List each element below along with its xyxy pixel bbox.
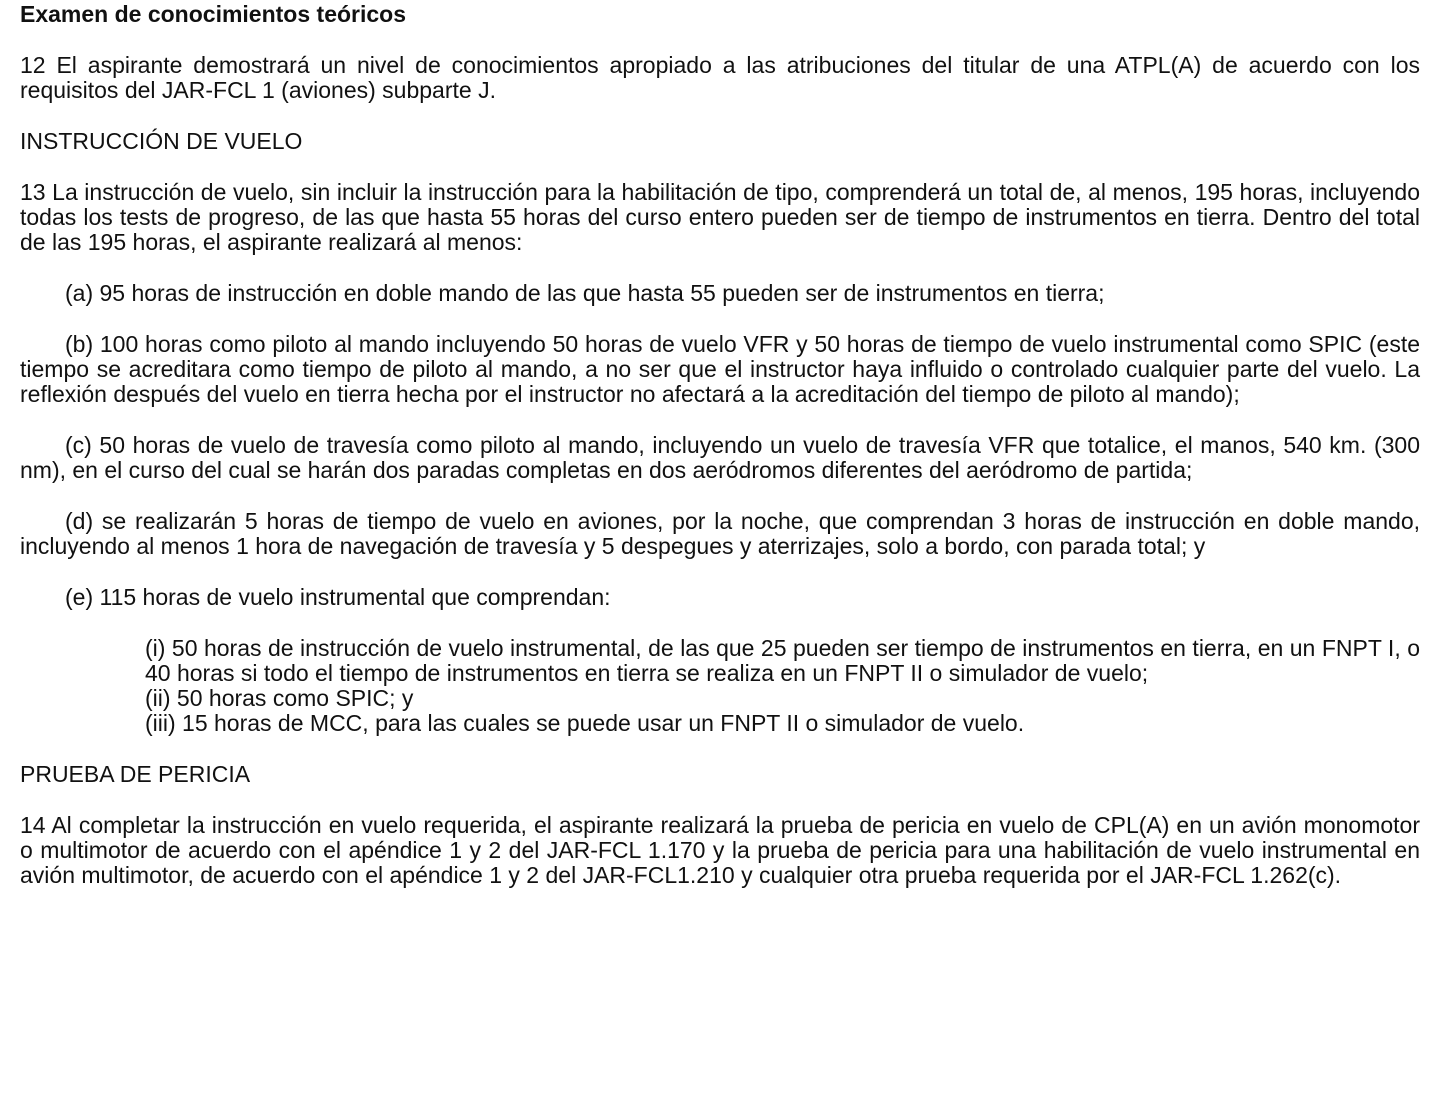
- paragraph-13: 13 La instrucción de vuelo, sin incluir la instrucción para la habilitación de tipo, comprenderá un total de, al menos, 195 horas, incluyendo todas los tests de progreso, de las que hasta 55 horas del curso entero pueden ser de tiempo de instrumentos en tierra. Dentro del total de las 195 horas, el aspirante realizará al menos:: [20, 179, 1420, 255]
- section-title-flight-instruction: INSTRUCCIÓN DE VUELO: [20, 128, 303, 154]
- list-item-e: (e) 115 horas de vuelo instrumental que comprendan:: [65, 584, 611, 610]
- section-title-skill-test: PRUEBA DE PERICIA: [20, 761, 251, 787]
- list-item-b: (b) 100 horas como piloto al mando incluyendo 50 horas de vuelo VFR y 50 horas de tiempo de vuelo instrumental como SPIC (este tiempo se acreditara como tiempo de piloto al mando, a no ser que el instructor haya influido o controlado cualquier parte del vuelo. La reflexión después del vuelo en tierra hecha por el instructor no afectará a la acreditación del tiempo de piloto al mando);: [20, 331, 1420, 407]
- paragraph-14: 14 Al completar la instrucción en vuelo requerida, el aspirante realizará la prueba de pericia en vuelo de CPL(A) en un avión monomotor o multimotor de acuerdo con el apéndice 1 y 2 del JAR-FCL 1.170 y la prueba de pericia para una habilitación de vuelo instrumental en avión multimotor, de acuerdo con el apéndice 1 y 2 del JAR-FCL1.210 y cualquier otra prueba requerida por el JAR-FCL 1.262(c).: [20, 812, 1420, 888]
- list-item-a: (a) 95 horas de instrucción en doble mando de las que hasta 55 pueden ser de instrumentos en tierra;: [65, 280, 1105, 306]
- sub-item-i: (i) 50 horas de instrucción de vuelo instrumental, de las que 25 pueden ser tiempo de instrumentos en tierra, en un FNPT I, o 40 horas si todo el tiempo de instrumentos en tierra se realiza en un FNPT II o simulador de vuelo;: [145, 635, 1420, 686]
- sub-item-ii: (ii) 50 horas como SPIC; y: [145, 685, 414, 711]
- paragraph-12: 12 El aspirante demostrará un nivel de conocimientos apropiado a las atribuciones del titular de una ATPL(A) de acuerdo con los requisitos del JAR-FCL 1 (aviones) subparte J.: [20, 52, 1420, 103]
- sub-item-iii: (iii) 15 horas de MCC, para las cuales se puede usar un FNPT II o simulador de vuelo.: [145, 710, 1025, 736]
- section-heading-theory-exam: Examen de conocimientos teóricos: [20, 1, 407, 27]
- list-item-c: (c) 50 horas de vuelo de travesía como piloto al mando, incluyendo un vuelo de travesía VFR que totalice, el manos, 540 km. (300 nm), en el curso del cual se harán dos paradas completas en dos aeródromos diferentes del aeródromo de partida;: [20, 432, 1420, 483]
- sub-list: [145, 636, 1420, 736]
- document-page: [20, 0, 1420, 914]
- list-item-d: (d) se realizarán 5 horas de tiempo de vuelo en aviones, por la noche, que comprendan 3 horas de instrucción en doble mando, incluyendo al menos 1 hora de navegación de travesía y 5 despegues y aterrizajes, solo a bordo, con parada total; y: [20, 508, 1420, 559]
